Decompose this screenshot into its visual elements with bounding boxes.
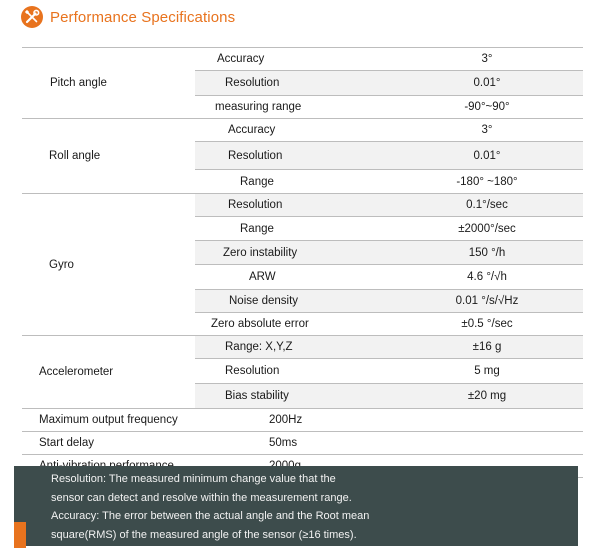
param-cell: Zero instability [195,241,391,265]
spec-label: Start delay [22,432,195,455]
value-cell: ±0.5 °/sec [391,313,583,336]
param-cell: Range [195,170,391,194]
param-cell: Accuracy [195,119,391,142]
param-cell: Resolution [195,142,391,170]
table-row [22,409,583,432]
page-title: Performance Specifications [50,8,236,26]
spec-label: Maximum output frequency [22,409,195,432]
param-cell: Resolution [195,194,391,217]
category-roll: Roll angle [22,119,195,194]
param-cell: Range: X,Y,Z [195,336,391,359]
value-cell: 0.01° [391,71,583,96]
value-cell: ±2000°/sec [391,217,583,241]
param-cell: Bias stability [195,384,391,409]
category-gyro: Gyro [22,194,195,336]
value-cell: 5 mg [391,359,583,384]
value-cell: -90°~90° [391,96,583,119]
table-row [22,432,583,455]
param-cell: Range [195,217,391,241]
value-cell: 3° [391,48,583,71]
section-header [20,4,235,30]
param-cell: Resolution [195,71,391,96]
note-line: Accuracy: The error between the actual angle and the Root mean [51,510,370,522]
param-cell: Resolution [195,359,391,384]
category-accelerometer: Accelerometer [22,336,195,409]
value-cell: 0.1°/sec [391,194,583,217]
value-cell: ±20 mg [391,384,583,409]
param-cell: Zero absolute error [195,313,391,336]
param-cell: Accuracy [195,48,391,71]
param-cell: Noise density [195,290,391,313]
definitions-note [14,466,578,546]
value-cell: -180° ~180° [391,170,583,194]
value-cell: 0.01° [391,142,583,170]
wrench-screwdriver-icon [20,5,44,29]
value-cell: ±16 g [391,336,583,359]
param-cell: measuring range [195,96,391,119]
value-cell: 4.6 °/√h [391,265,583,290]
value-cell: 150 °/h [391,241,583,265]
table-row [22,119,583,142]
table-row [22,336,583,359]
note-line: Resolution: The measured minimum change value that the [51,473,336,485]
table-row [22,194,583,217]
spec-table [22,47,583,478]
value-cell: 3° [391,119,583,142]
note-line: square(RMS) of the measured angle of the sensor (≥16 times). [51,528,357,541]
spec-value: 200Hz [195,409,583,432]
value-cell: 0.01 °/s/√Hz [391,290,583,313]
note-line: sensor can detect and resolve within the measurement range. [51,491,352,504]
accent-tab [14,522,26,548]
param-cell: ARW [195,265,391,290]
table-row [22,48,583,71]
category-pitch: Pitch angle [22,48,195,119]
spec-value: 50ms [195,432,583,455]
